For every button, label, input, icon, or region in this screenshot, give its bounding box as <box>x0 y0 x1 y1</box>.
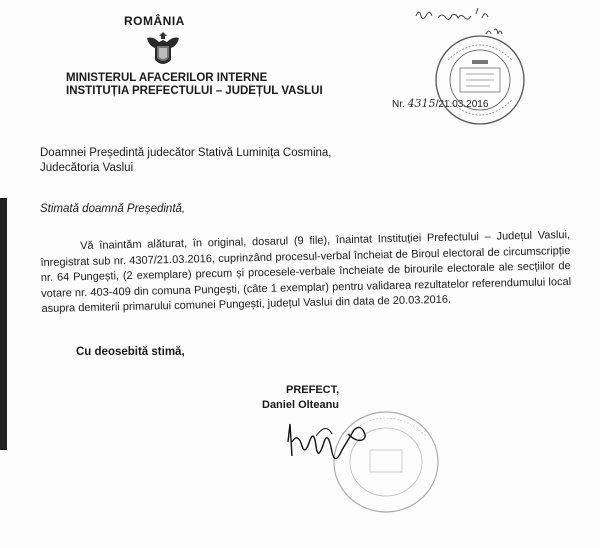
registration-date: /21.03.2016 <box>435 99 489 110</box>
ministry-name: MINISTERUL AFACERILOR INTERNE <box>66 72 268 84</box>
closing: Cu deosebită stimă, <box>76 346 185 358</box>
institution-name: INSTITUȚIA PREFECTULUI – JUDEȚUL VASLUI <box>66 85 323 97</box>
official-stamp-top <box>430 30 530 130</box>
registration-number-value: 4315 <box>407 97 436 110</box>
addressee-court: Judecătoria Vaslui <box>40 162 134 174</box>
signatory-title: PREFECT, <box>286 384 340 396</box>
signatory-name: Daniel Olteanu <box>262 399 340 411</box>
country-heading: ROMÂNIA <box>124 14 185 28</box>
salutation: Stimată doamnă Președintă, <box>40 203 186 215</box>
registration-prefix: Nr. <box>392 99 405 110</box>
handwritten-signature <box>282 412 392 472</box>
scan-margin-shadow <box>0 198 7 450</box>
letter-body: Vă înaintăm alăturat, în original, dosarul (9 file), înaintat Instituției Prefectului – Județul Vaslui, înregistrat sub nr. 4307/21.03.2016, cuprinzând procesul-verbal încheiat de Biroul electoral de circumscripție nr. 64 Pungești, (2 exemplare) precum și procesele-verbale încheiate de birourile electorale ale secțiilor de votare nr. 403-409 din comuna Pungești, (câte 1 exemplar) pentru validarea rezultatelor referendumului local asupra demiterii primarului comunei Pungești, județul Vaslui din data de 20.03.2016. <box>40 228 572 315</box>
addressee-name: Doamnei Președintă judecător Stativă Luminița Cosmina, <box>40 147 332 159</box>
coat-of-arms-icon <box>143 30 183 70</box>
